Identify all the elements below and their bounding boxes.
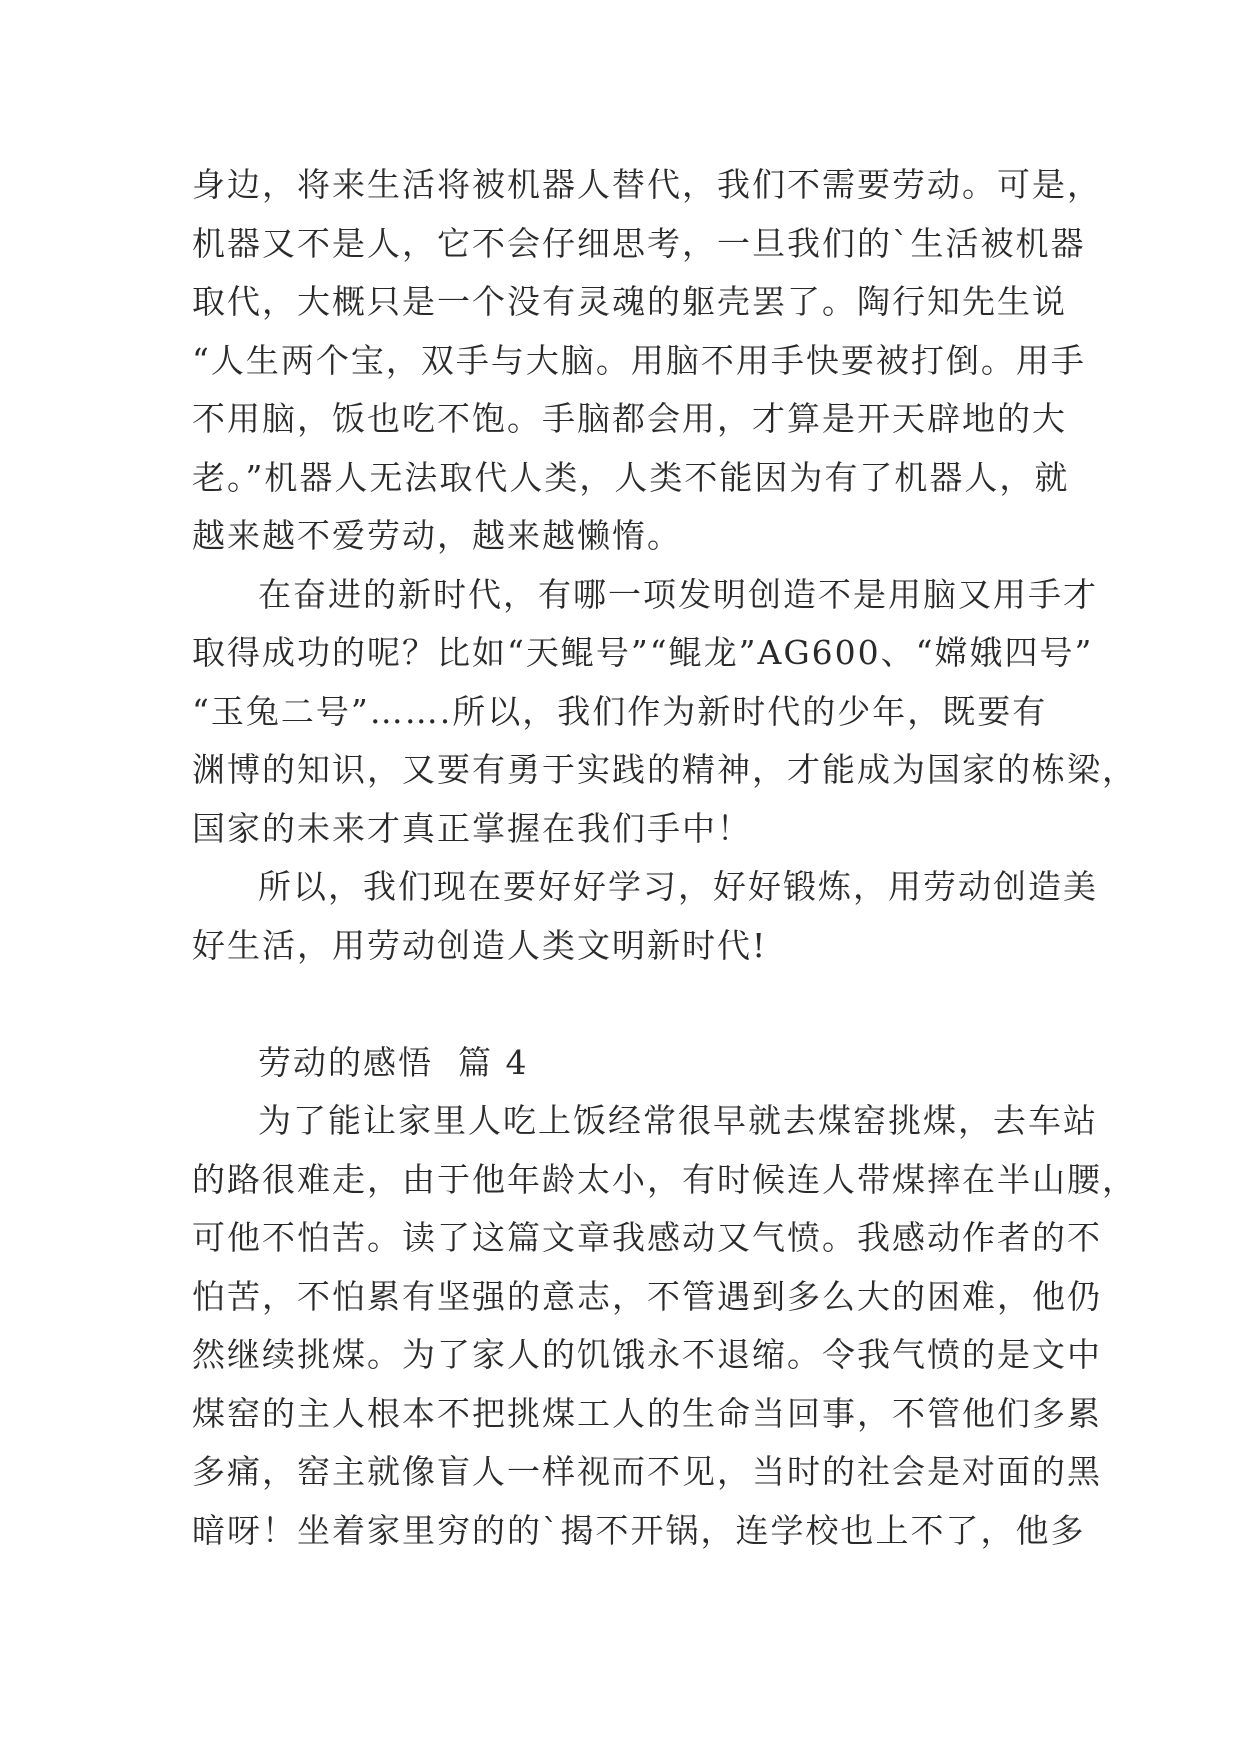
paragraph-line: 身边，将来生活将被机器人替代，我们不需要劳动。可是， <box>192 165 1102 204</box>
section-heading: 劳动的感悟 篇 4 <box>258 1042 529 1082</box>
paragraph-line: 多痛，窑主就像盲人一样视而不见，当时的社会是对面的黑 <box>192 1452 1102 1491</box>
paragraph-line: 渊博的知识，又要有勇于实践的精神，才能成为国家的栋梁， <box>192 750 1137 789</box>
paragraph-line: “人生两个宝，双手与大脑。用脑不用手快要被打倒。用手 <box>192 340 1086 380</box>
paragraph-line: 的路很难走，由于他年龄太小，有时候连人带煤摔在半山腰， <box>192 1159 1137 1199</box>
paragraph-line: 暗呀！坐着家里穷的的`揭不开锅，连学校也上不了，他多 <box>192 1510 1086 1550</box>
paragraph-line: 煤窑的主人根本不把挑煤工人的生命当回事，不管他们多累 <box>192 1393 1102 1433</box>
blank-line <box>192 975 1072 1034</box>
paragraph-line: 然继续挑煤。为了家人的饥饿永不退缩。令我气愤的是文中 <box>192 1335 1102 1374</box>
paragraph-line: 不用脑，饭也吃不饱。手脑都会用，才算是开天辟地的大 <box>192 399 1067 438</box>
paragraph-line: 老。”机器人无法取代人类，人类不能因为有了机器人，就 <box>192 457 1070 497</box>
paragraph-line: 怕苦，不怕累有坚强的意志，不管遇到多么大的困难，他仍 <box>192 1276 1102 1316</box>
paragraph-line: 可他不怕苦。读了这篇文章我感动又气愤。我感动作者的不 <box>192 1218 1102 1257</box>
paragraph-line: 取得成功的呢？比如“天鲲号”“鲲龙”AG600、“嫦娥四号” <box>192 633 1094 672</box>
paragraph-line: 机器又不是人，它不会仔细思考，一旦我们的`生活被机器 <box>192 223 1086 263</box>
paragraph-line: 取代，大概只是一个没有灵魂的躯壳罢了。陶行知先生说 <box>192 282 1067 321</box>
paragraph-line: 所以，我们现在要好好学习，好好锻炼，用劳动创造美 <box>258 867 1098 906</box>
paragraph-line: 为了能让家里人吃上饭经常很早就去煤窑挑煤，去车站 <box>258 1101 1098 1140</box>
paragraph-line: 在奋进的新时代，有哪一项发明创造不是用脑又用手才 <box>258 574 1098 614</box>
paragraph-line: 好生活，用劳动创造人类文明新时代! <box>192 925 768 965</box>
paragraph-line: 国家的未来才真正掌握在我们手中！ <box>192 808 752 848</box>
paragraph-line: 越来越不爱劳动，越来越懒惰。 <box>192 516 682 555</box>
document-body <box>192 156 1137 1560</box>
paragraph-line: “玉兔二号”…….所以，我们作为新时代的少年，既要有 <box>192 691 1048 731</box>
